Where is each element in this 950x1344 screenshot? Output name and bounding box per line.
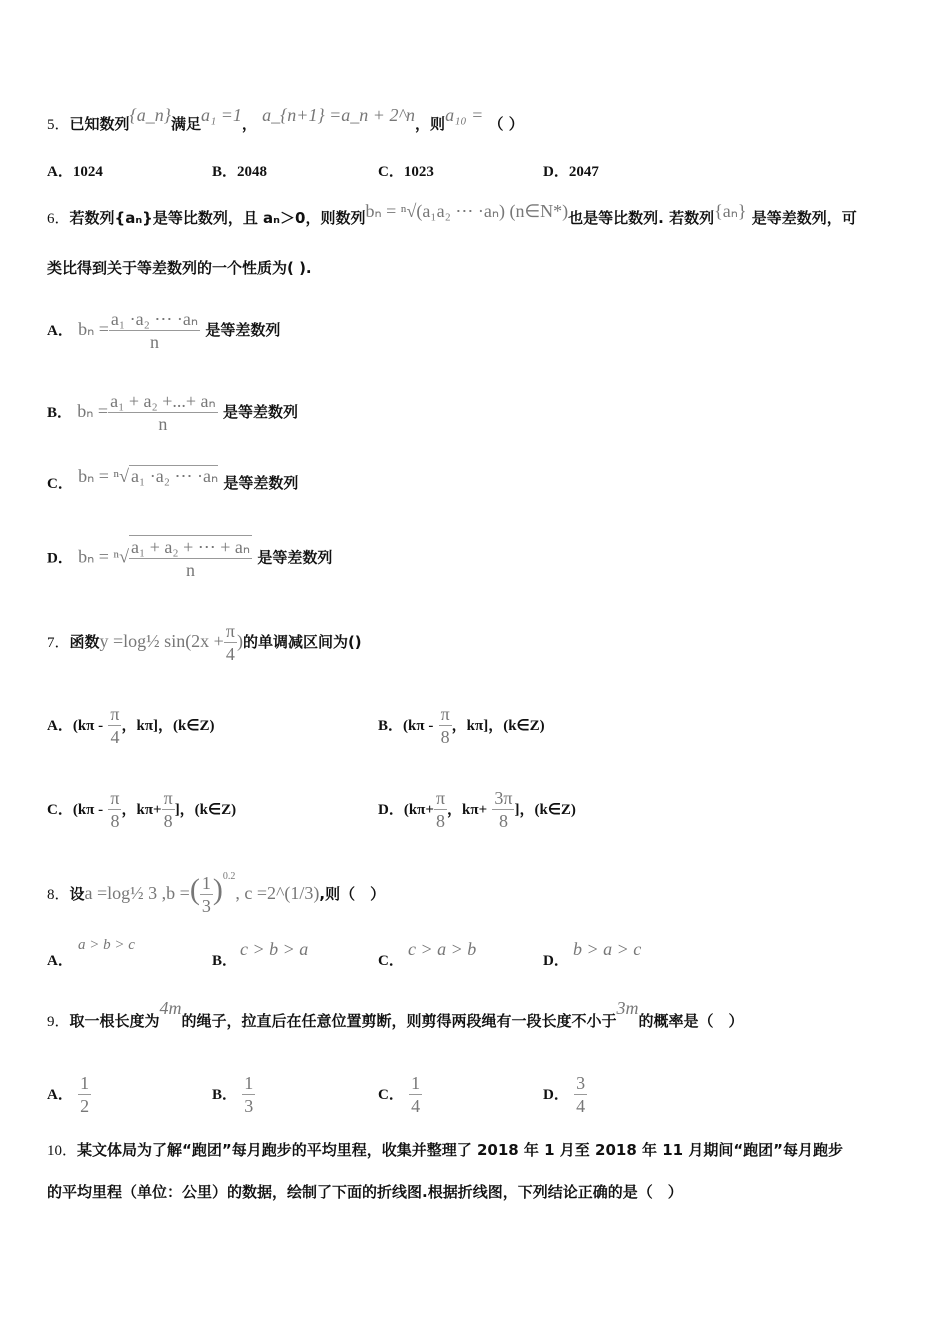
denominator: n [186,560,196,580]
option-a-value: a > b > c [78,937,135,953]
denominator: 8 [498,811,508,831]
fraction [224,620,237,665]
text: 若数列{aₙ}是等比数列，且 aₙ＞0，则数列 [69,209,366,227]
formula: bₙ = ⁿ√ [78,466,129,486]
text: (kπ - [72,718,104,734]
option-c-value: c > a > b [408,939,477,959]
formula: bₙ = ⁿ√ [78,546,129,567]
text: 的概率是（ ） [638,1012,744,1030]
formula: bₙ = [77,401,109,421]
text: 已知数列 [69,115,130,133]
numerator: 1 [201,873,211,893]
option-label: D． [47,550,73,567]
text: ，kπ]，(k∈Z) [121,718,215,734]
text: 的绳子，拉直后在任意位置剪断，则剪得两段绳有一段长度不小于 [181,1012,617,1030]
denominator: 4 [225,644,235,664]
fraction [129,535,252,581]
numerator: π [435,788,446,808]
numerator: 1 [80,1073,90,1093]
question-number: 5． [47,117,70,133]
text: 是等差数列，可 [751,209,857,227]
text: ]，(k∈Z) [174,802,237,818]
fraction [109,308,200,353]
option-c[interactable] [378,1072,422,1117]
text: 某文体局为了解“跑团”每月跑步的平均里程，收集并整理了 2018 年 1 月至 2018 年 11 月期间“跑团”每月跑步 [77,1141,844,1159]
text: ,则（ ） [319,885,386,903]
option-d[interactable] [543,950,569,971]
denominator: 8 [110,811,120,831]
q7-option-c[interactable] [47,787,236,832]
fraction [200,872,213,917]
text: 是等差数列 [222,403,298,421]
option-label: D． [543,1087,569,1103]
numerator: π [110,788,120,808]
text: 是等差数列 [223,474,299,492]
text: 的平均里程（单位：公里）的数据，绘制了下面的折线图.根据折线图，下列结论正确的是（ ） [47,1183,683,1201]
option-b[interactable] [212,1072,255,1117]
option-value: 2048 [237,164,268,180]
text: 的单调减区间为() [242,633,362,651]
text: (kπ+ [403,802,434,818]
text: ，kπ+ [121,802,162,818]
option-b[interactable] [212,950,237,971]
formula-recurrence: a_{n+1} =a_n + 2^n [262,105,416,125]
formula: 3m [616,998,639,1018]
formula-a1: a₁ =1 [200,105,242,125]
option-label: C． [47,476,73,492]
denominator: 8 [163,811,173,831]
option-label: C． [47,802,73,818]
numerator: 3 [576,1073,586,1093]
fraction [162,787,175,832]
question-6-cont [47,258,312,278]
option-label: B． [212,1087,238,1103]
right-paren: ) [212,873,223,906]
denominator: 4 [411,1096,421,1116]
denominator: 2 [80,1096,90,1116]
fraction [439,703,452,748]
q6-option-d[interactable] [47,535,332,581]
fraction [242,1072,255,1117]
formula: 4m [159,998,182,1018]
numerator: π [110,704,120,724]
question-number: 7． [47,635,70,651]
text: 是等差数列 [257,548,333,567]
left-paren: ( [189,873,200,906]
option-label: C． [378,953,404,969]
option-d[interactable] [543,161,599,182]
question-5 [47,105,524,135]
question-number: 6． [47,211,70,227]
denominator: n [158,414,168,434]
denominator: 4 [576,1096,586,1116]
numerator: 1 [244,1073,254,1093]
fraction [574,1072,587,1117]
exponent: 0.2 [222,871,236,882]
option-value: 1024 [72,164,103,180]
formula: , c =2^(1/3) [235,883,320,903]
q6-option-b[interactable] [47,390,298,435]
option-label: D． [378,802,404,818]
text: 满足 [170,115,201,133]
q6-option-c[interactable] [47,466,299,494]
denominator: 4 [110,727,120,747]
numerator: π [440,704,450,724]
q7-option-b[interactable] [378,703,545,748]
option-d-value: b > a > c [573,939,642,959]
formula: y =log½ sin(2x + [99,631,224,651]
denominator: 3 [244,1096,254,1116]
formula: ) [236,631,243,651]
numerator: π [163,788,173,808]
text: 取一根长度为 [69,1012,160,1030]
text: ， [241,115,257,133]
fraction [434,787,447,832]
numerator: a₁ + a₂ +...+ aₙ [110,391,216,411]
option-label: C． [378,1087,404,1103]
text: ，kπ+ [447,802,488,818]
option-label: A． [47,1087,73,1103]
fraction [78,1072,91,1117]
formula-bn: bₙ = ⁿ√(a₁a₂ ⋯ ·aₙ) (n∈N*) [365,201,569,221]
numerator: a₁ + a₂ + ⋯ + aₙ [130,537,251,557]
question-6 [47,201,857,229]
question-8 [47,872,385,917]
text: 也是等比数列. 若数列 [568,209,715,227]
option-d[interactable] [543,1072,587,1117]
text: （ ） [488,115,524,133]
option-a[interactable] [47,1072,91,1117]
formula-sequence: {a_n} [129,105,171,125]
numerator: 3π [494,788,513,808]
option-label: A． [47,718,73,734]
radicand: a₁ ·a₂ ⋯ ·aₙ [130,466,219,486]
formula: bₙ = [78,319,109,339]
formula-a10: a₁₀ = [445,105,484,125]
fraction [108,787,121,832]
question-7 [47,620,362,665]
text: ]，(k∈Z) [514,802,576,818]
text: (kπ - [72,802,104,818]
text: 是等差数列 [205,321,281,339]
numerator: π [225,621,235,641]
option-b[interactable] [212,161,267,182]
fraction [409,1072,422,1117]
denominator: 8 [440,727,450,747]
question-number: 8． [47,887,70,903]
option-value: 2047 [568,164,599,180]
text: ，kπ]，(k∈Z) [451,718,545,734]
option-label: B． [212,953,238,969]
question-10-cont [47,1182,683,1202]
option-c[interactable] [378,161,434,182]
fraction [108,390,218,435]
option-label: A． [47,953,73,969]
question-10 [47,1140,843,1161]
formula: a =log½ 3 ,b = [84,883,190,903]
text: 函数 [69,633,100,651]
option-label: B． [47,405,73,421]
question-number: 10． [47,1143,78,1159]
option-label: A． [47,164,73,180]
numerator: a₁ ·a₂ ⋯ ·aₙ [110,309,199,329]
option-label: C． [378,164,404,180]
option-label: D． [543,953,569,969]
fraction [492,787,514,832]
option-c[interactable] [378,950,404,971]
text: ，则 [415,115,446,133]
option-a[interactable] [47,161,103,182]
option-value: 1023 [403,164,434,180]
denominator: 8 [436,811,445,831]
option-label: D． [543,164,569,180]
text: 类比得到关于等差数列的一个性质为( ). [47,259,312,277]
option-a[interactable] [47,950,73,971]
question-9 [47,998,744,1032]
option-label: B． [378,718,404,734]
option-b-value: c > b > a [240,939,309,959]
question-number: 9． [47,1014,70,1030]
text: (kπ - [403,718,434,734]
q6-option-a[interactable] [47,308,280,353]
formula-an: {aₙ} [714,201,747,221]
text: 设 [69,885,85,903]
option-label: A． [47,323,73,339]
denominator: 3 [201,896,211,916]
fraction [108,703,121,748]
q7-option-d[interactable] [378,787,576,832]
numerator: 1 [411,1073,421,1093]
denominator: n [150,332,159,352]
option-label: B． [212,164,238,180]
q7-option-a[interactable] [47,703,214,748]
